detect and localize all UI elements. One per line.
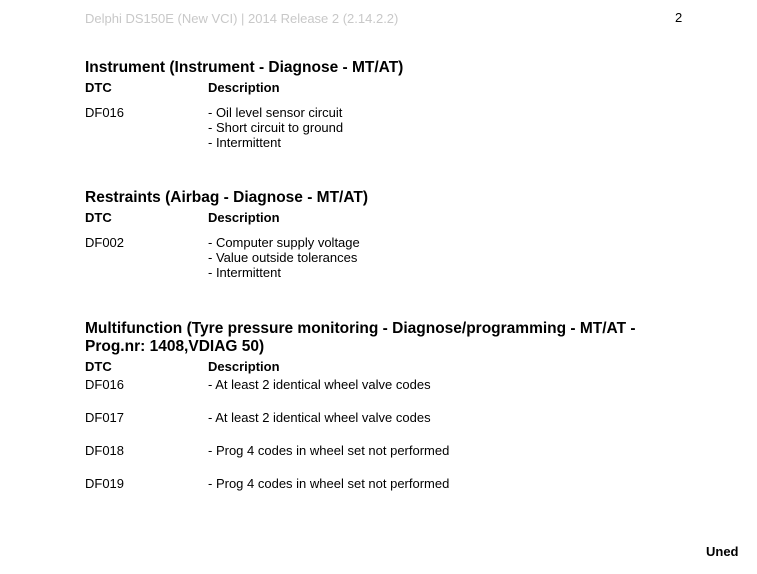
column-header-dtc: DTC bbox=[85, 80, 112, 95]
dtc-description bbox=[208, 410, 675, 425]
dtc-row bbox=[85, 235, 685, 280]
dtc-description bbox=[208, 443, 675, 458]
dtc-description bbox=[208, 105, 685, 150]
section-title: Instrument (Instrument - Diagnose - MT/AT) bbox=[85, 59, 404, 76]
section-title: Multifunction (Tyre pressure monitoring - Diagnose/programming - MT/AT - Prog.nr: 1408,VDIAG 50) bbox=[85, 320, 636, 355]
dtc-code: DF002 bbox=[85, 235, 125, 250]
column-headers bbox=[85, 359, 675, 377]
dtc-code: DF017 bbox=[85, 410, 125, 425]
dtc-code: DF016 bbox=[85, 377, 125, 392]
dtc-row bbox=[85, 443, 675, 476]
section-title: Restraints (Airbag - Diagnose - MT/AT) bbox=[85, 189, 369, 206]
dtc-code: DF019 bbox=[85, 476, 125, 491]
description-line: - Computer supply voltage bbox=[208, 235, 360, 250]
section-instrument bbox=[85, 59, 685, 150]
dtc-description bbox=[208, 235, 685, 280]
dtc-row bbox=[85, 476, 675, 509]
column-header-dtc: DTC bbox=[85, 210, 112, 225]
description-line: - Intermittent bbox=[208, 265, 281, 280]
column-header-description: Description bbox=[208, 210, 280, 225]
dtc-description bbox=[208, 476, 675, 491]
description-line: - Prog 4 codes in wheel set not performed bbox=[208, 476, 450, 491]
column-header-description: Description bbox=[208, 359, 280, 374]
description-line: - Prog 4 codes in wheel set not performed bbox=[208, 443, 450, 458]
description-line: - Short circuit to ground bbox=[208, 120, 344, 135]
column-headers bbox=[85, 80, 685, 98]
description-line: - Intermittent bbox=[208, 135, 281, 150]
description-line: - Oil level sensor circuit bbox=[208, 105, 343, 120]
column-header-dtc: DTC bbox=[85, 359, 112, 374]
column-headers bbox=[85, 210, 685, 228]
description-line: - At least 2 identical wheel valve codes bbox=[208, 377, 431, 392]
dtc-description bbox=[208, 377, 675, 392]
description-line: - Value outside tolerances bbox=[208, 250, 358, 265]
description-line: - At least 2 identical wheel valve codes bbox=[208, 410, 431, 425]
section-multifunction bbox=[85, 320, 675, 509]
footer-mark: Uned bbox=[706, 544, 739, 559]
dtc-row bbox=[85, 377, 675, 410]
column-header-description: Description bbox=[208, 80, 280, 95]
section-restraints bbox=[85, 189, 685, 280]
page-number: 2 bbox=[675, 10, 683, 25]
page-header-title: Delphi DS150E (New VCI) | 2014 Release 2 (2.14.2.2) bbox=[85, 11, 399, 26]
dtc-row bbox=[85, 410, 675, 443]
dtc-code: DF018 bbox=[85, 443, 125, 458]
dtc-code: DF016 bbox=[85, 105, 125, 120]
dtc-row bbox=[85, 105, 685, 150]
